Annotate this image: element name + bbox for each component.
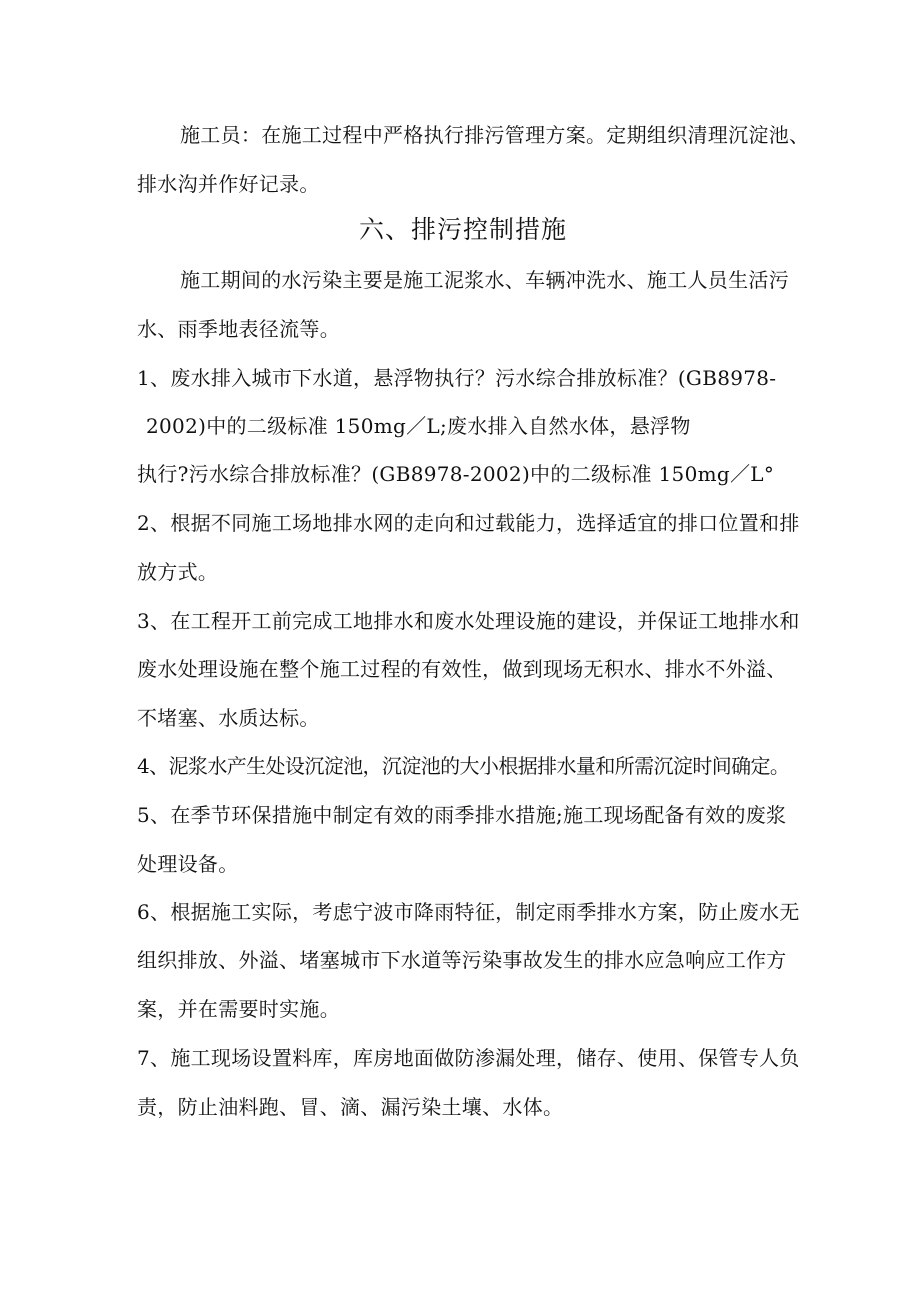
intro-line-1: 施工期间的水污染主要是施工泥浆水、车辆冲洗水、施工人员生活污 [180,268,789,292]
item-3-line-2: 废水处理设施在整个施工过程的有效性，做到现场无积水、排水不外溢、 [137,657,787,681]
item-3-line-1: 3、在工程开工前完成工地排水和废水处理设施的建设，并保证工地排水和 [137,609,800,633]
item-6-line-2: 组织排放、外溢、堵塞城市下水道等污染事故发生的排水应急响应工作方 [137,948,787,972]
item-1-line-2: 2002)中的二级标准 150mg／L;废水排入自然水体，悬浮物 [146,414,691,438]
staff-paragraph-line-2: 排水沟并作好记录。 [137,172,320,196]
item-5-line-2: 处理设备。 [137,852,239,876]
item-1-line-3: 执行?污水综合排放标准？(GB8978-2002)中的二级标准 150mg／L° [137,462,775,486]
staff-paragraph-line-1: 施工员：在施工过程中严格执行排污管理方案。定期组织清理沉淀池、 [180,123,810,147]
item-2-line-2: 放方式。 [137,560,219,584]
intro-line-2: 水、雨季地表径流等。 [137,317,340,341]
item-3-line-3: 不堵塞、水质达标。 [137,706,320,730]
item-6-line-1: 6、根据施工实际，考虑宁波市降雨特征，制定雨季排水方案，防止废水无 [137,900,800,924]
item-1-line-1: 1、废水排入城市下水道，悬浮物执行？污水综合排放标准？(GB8978- [137,366,777,390]
item-7-line-1: 7、施工现场设置料库，库房地面做防渗漏处理，储存、使用、保管专人负 [137,1046,800,1070]
section-title: 六、排污控制措施 [359,215,568,244]
item-5-line-1: 5、在季节环保措施中制定有效的雨季排水措施;施工现场配备有效的废浆 [137,803,787,827]
item-6-line-3: 案，并在需要时实施。 [137,997,340,1021]
item-7-line-2: 责，防止油料跑、冒、滴、漏污染土壤、水体。 [137,1095,564,1119]
item-2-line-1: 2、根据不同施工场地排水网的走向和过载能力，选择适宜的排口位置和排 [137,511,800,535]
item-4-line-1: 4、泥浆水产生处设沉淀池，沉淀池的大小根据排水量和所需沉淀时间确定。 [137,754,790,778]
